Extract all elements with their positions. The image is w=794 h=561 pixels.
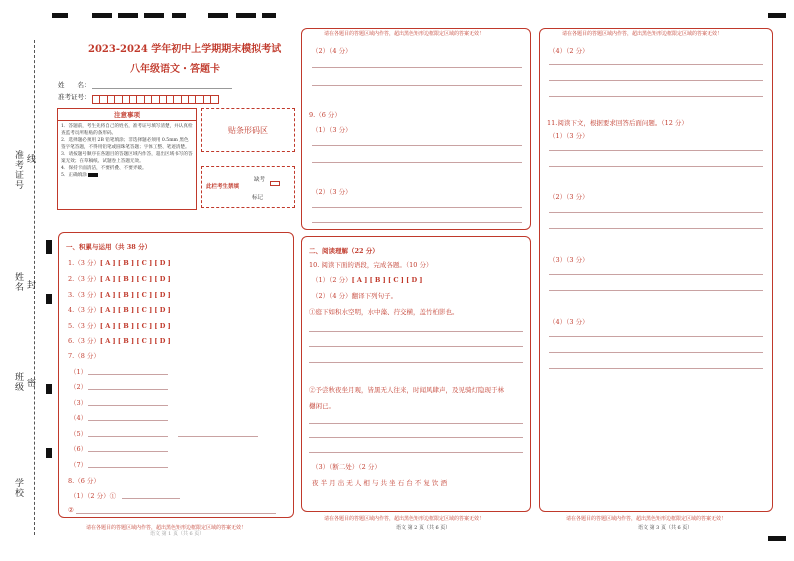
q11-4: （4）（3 分）: [549, 318, 589, 326]
answer-line[interactable]: [312, 145, 522, 146]
notice-item: 3．请按题号顺序在各题目的答题区域内作答，超出区域书写的答案无效；在草稿纸、试题卷上答题无效。: [61, 152, 193, 164]
position-mark: [262, 13, 276, 18]
position-mark: [46, 384, 52, 394]
position-mark: [46, 240, 52, 254]
answer-line[interactable]: [122, 498, 180, 499]
side-label-zkz: 准考证号: [13, 150, 23, 190]
answer-line[interactable]: [309, 452, 523, 453]
position-mark: [46, 448, 52, 458]
warning-col3-top: 请在各题目的答题区域内作答，超出黑色矩形边框限定区域的答案无效！: [562, 31, 723, 37]
q11-1: （1）（3 分）: [549, 132, 589, 140]
id-grid[interactable]: [92, 89, 240, 100]
answer-line[interactable]: [549, 166, 763, 167]
answer-line[interactable]: [549, 80, 763, 81]
id-label: 准考证号：: [58, 93, 91, 101]
notice-item: 4．保持卡面清洁，不要折叠、不要弄破。: [61, 166, 147, 171]
answer-line[interactable]: [549, 290, 763, 291]
position-mark: [208, 13, 228, 18]
barcode-label: 贴条形码区: [228, 126, 268, 135]
answer-line[interactable]: [312, 222, 522, 223]
absent-kao: 缺考: [254, 177, 266, 183]
q10-1[interactable]: （1）（2 分）[ A ] [ B ] [ C ] [ D ]: [312, 276, 423, 284]
footer-page3: 语文 第 3 页（共 6 页）: [638, 525, 693, 531]
section1-title: 一、积累与运用（共 38 分）: [66, 243, 152, 251]
choice-row[interactable]: 6.（3 分）[ A ] [ B ] [ C ] [ D ]: [68, 337, 171, 345]
q8-2: ②: [68, 506, 74, 514]
answer-line[interactable]: [312, 162, 522, 163]
absent-biaoji: 标记: [252, 195, 264, 201]
position-mark: [92, 13, 112, 18]
warning-col1: 请在各题目的答题区域内作答，超出黑色矩形边框限定区域的答案无效！: [86, 525, 247, 531]
q8-label: 8.（6 分）: [68, 477, 100, 485]
position-mark: [52, 13, 68, 18]
q11-2: （2）（3 分）: [549, 193, 589, 201]
footer-page2: 语文 第 2 页（共 6 页）: [396, 525, 451, 531]
page-title: 2023-2024 学年初中上学期期末模拟考试: [88, 44, 282, 55]
notice-title: 注意事项: [58, 109, 196, 121]
position-mark: [144, 13, 164, 18]
answer-line[interactable]: [309, 437, 523, 438]
choice-row[interactable]: 5.（3 分）[ A ] [ B ] [ C ] [ D ]: [68, 322, 171, 330]
position-mark: [46, 294, 52, 304]
q7-item: （4）: [70, 414, 88, 422]
answer-line[interactable]: [549, 336, 763, 337]
q10-label: 10. 阅读下面的语段，完成各题。（10 分）: [309, 261, 433, 269]
q4-label: （4）（2 分）: [549, 47, 589, 55]
answer-line[interactable]: [88, 451, 168, 452]
answer-line[interactable]: [88, 405, 168, 406]
absent-label: 此栏考生禁填: [206, 184, 240, 190]
absent-checkbox[interactable]: [270, 181, 280, 186]
q7-item: （2）: [70, 383, 88, 391]
answer-line[interactable]: [178, 436, 258, 437]
warning-col3-bottom: 请在各题目的答题区域内作答，超出黑色矩形边框限定区域的答案无效！: [566, 516, 727, 522]
answer-line[interactable]: [309, 331, 523, 332]
barcode-area: [201, 108, 295, 152]
answer-line[interactable]: [312, 67, 522, 68]
notice-item: 2．选择题必须用 2B 铅笔填涂；非选择题必须用 0.5mm 黑色签字笔答题，不得用铅笔或圆珠笔答题；字体工整、笔迹清楚。: [61, 138, 190, 150]
answer-line[interactable]: [76, 513, 276, 514]
page-subtitle: 八年级语文・答题卡: [130, 64, 220, 75]
sentence-2: ②予尝秋夜坐月观，皆黑无人往来，时闻风肆声，及见骑灯隐现于林: [309, 386, 504, 394]
answer-box-col3: [539, 28, 773, 512]
answer-line[interactable]: [312, 207, 522, 208]
side-label-xian: 线: [25, 154, 35, 164]
sentence-1: ①庭下如积水空明，水中藻、荇交横，盖竹柏影也。: [309, 308, 459, 316]
q10-3-text[interactable]: 夜 半 月 出 无 人 相 与 共 坐 石 台 不 复 饮 酒: [312, 479, 447, 487]
warning-col2-bottom: 请在各题目的答题区域内作答，超出黑色矩形边框限定区域的答案无效！: [324, 516, 485, 522]
footer-page1: 语文 第 1 页（共 6 页）: [150, 531, 205, 537]
q11-3: （3）（3 分）: [549, 256, 589, 264]
side-label-xuexiao: 学校: [13, 478, 23, 498]
q9-2: （2）（3 分）: [312, 188, 352, 196]
choice-row[interactable]: 2.（3 分）[ A ] [ B ] [ C ] [ D ]: [68, 275, 171, 283]
answer-line[interactable]: [549, 228, 763, 229]
answer-line[interactable]: [88, 436, 168, 437]
q10-2: （2）（4 分）翻译下列句子。: [312, 292, 398, 300]
absent-box: [201, 166, 295, 208]
answer-line[interactable]: [88, 389, 168, 390]
warning-col2-top: 请在各题目的答题区域内作答，超出黑色矩形边框限定区域的答案无效！: [324, 31, 485, 37]
answer-line[interactable]: [309, 346, 523, 347]
q7-item: （5）: [70, 430, 88, 438]
position-mark: [236, 13, 256, 18]
answer-line[interactable]: [309, 423, 523, 424]
side-label-xingming: 姓名: [13, 272, 23, 292]
position-mark: [768, 536, 786, 541]
choice-row[interactable]: 1.（3 分）[ A ] [ B ] [ C ] [ D ]: [68, 259, 171, 267]
answer-line[interactable]: [309, 362, 523, 363]
answer-line[interactable]: [312, 85, 522, 86]
answer-line[interactable]: [549, 64, 763, 65]
answer-line[interactable]: [549, 352, 763, 353]
side-label-mi: 密: [25, 378, 35, 388]
position-mark: [768, 13, 786, 18]
answer-line[interactable]: [88, 420, 168, 421]
notice-item: 1．答题前，考生先将自己的姓名，准考证号填写清楚，并认真检查监考员所粘贴的条形码。: [61, 124, 193, 136]
q2-label: （2）（4 分）: [312, 47, 352, 55]
name-label: 姓 名：: [58, 81, 91, 89]
q7-item: （7）: [70, 461, 88, 469]
q11-label: 11.阅读下文，根据要求回答后面问题。（12 分）: [547, 119, 688, 127]
answer-line[interactable]: [549, 212, 763, 213]
answer-line[interactable]: [549, 274, 763, 275]
answer-line[interactable]: [88, 374, 168, 375]
notice-item: 5．正确填涂: [61, 173, 87, 178]
answer-line[interactable]: [549, 150, 763, 151]
q10-3: （3）（断二处）（2 分）: [312, 463, 381, 471]
q8-1: （1）（2 分）①: [70, 492, 117, 500]
q7-item: （3）: [70, 399, 88, 407]
side-label-feng: 封: [25, 280, 35, 290]
choice-row[interactable]: 4.（3 分）[ A ] [ B ] [ C ] [ D ]: [68, 306, 171, 314]
q7-item: （1）: [70, 368, 88, 376]
q9-1: （1）（3 分）: [312, 126, 352, 134]
side-label-banji: 班级: [13, 372, 23, 392]
section2-title: 二、阅读理解（22 分）: [309, 247, 379, 255]
choice-row[interactable]: 3.（3 分）[ A ] [ B ] [ C ] [ D ]: [68, 291, 171, 299]
notice-box: [57, 108, 197, 210]
q7-label: 7.（8 分）: [68, 352, 100, 360]
position-mark: [172, 13, 186, 18]
q7-item: （6）: [70, 445, 88, 453]
sentence-2b: 樾闲已。: [309, 402, 335, 410]
position-mark: [118, 13, 138, 18]
answer-line[interactable]: [549, 368, 763, 369]
q9-label: 9.（6 分）: [309, 111, 341, 119]
fill-example: [88, 173, 98, 177]
answer-line[interactable]: [549, 96, 763, 97]
answer-line[interactable]: [88, 467, 168, 468]
